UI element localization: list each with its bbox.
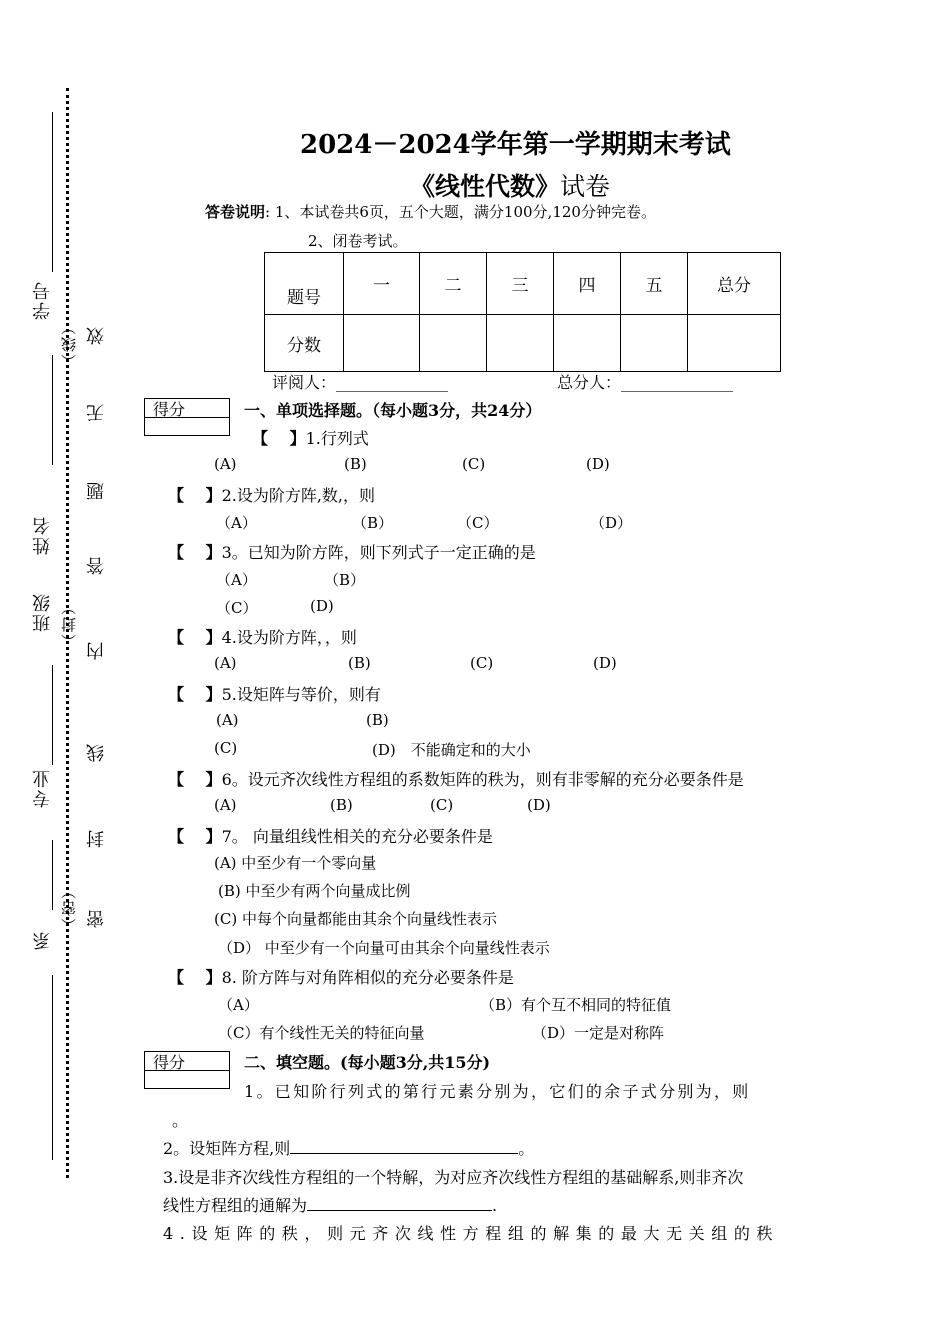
- score-cell-total: 总分: [688, 253, 781, 315]
- question-4: 【 】4.设为阶方阵，，则: [168, 628, 357, 647]
- fill-3-answer-blank[interactable]: [307, 1194, 492, 1211]
- q5-opt-b: (B): [366, 711, 389, 729]
- exam-subtitle: [410, 167, 610, 203]
- q7-opt-b: (B) 中至少有两个向量成比例: [218, 882, 411, 900]
- q2-opt-c: （C）: [457, 514, 499, 532]
- course-name: 《线性代数》: [410, 172, 561, 201]
- q8-opt-a: （A）: [218, 996, 259, 1014]
- score-value-3[interactable]: [487, 315, 554, 372]
- answer-bracket-1[interactable]: 【 】: [252, 429, 306, 448]
- fill-3-line-1: 3.设是非齐次线性方程组的一个特解，为对应齐次线性方程组的基础解系,则非齐次: [163, 1168, 744, 1187]
- question-6: 【 】6。设元齐次线性方程组的系数矩阵的秩为，则有非零解的充分必要条件是: [168, 770, 744, 789]
- score-table-header-row: [265, 253, 781, 315]
- q1-opt-d: (D): [586, 455, 610, 473]
- q4-opt-b: (B): [348, 654, 371, 672]
- q3-opt-b: （B）: [324, 571, 366, 589]
- score-cell-3: 三: [487, 253, 554, 315]
- q7-opt-d: （D） 中至少有一个向量可由其余个向量线性表示: [218, 939, 550, 957]
- fill-1: 1。已知阶行列式的第行元素分别为，它们的余子式分别为，则: [244, 1082, 751, 1101]
- answer-bracket-8[interactable]: 【 】: [168, 968, 222, 987]
- q1-opt-b: (B): [344, 455, 367, 473]
- q2-opt-a: （A）: [216, 514, 257, 532]
- fill-2-answer-blank[interactable]: [290, 1137, 518, 1154]
- binding-solid-line-2: [52, 355, 53, 465]
- section2-score-box: [144, 1051, 230, 1089]
- side-label-wu: 无: [86, 402, 107, 422]
- question-1: 【 】1.行列式: [252, 429, 369, 448]
- q4-opt-a: (A): [214, 654, 237, 672]
- side-label-feng-paren: （封）: [60, 598, 78, 649]
- side-label-nei: 内: [86, 640, 107, 660]
- side-label-xi: 系: [32, 930, 53, 950]
- total-scorer-label: 总分人：: [557, 373, 622, 392]
- q3-opt-a: （A）: [216, 571, 257, 589]
- score-cell-5: 五: [621, 253, 688, 315]
- side-label-xian2: 线: [86, 742, 107, 762]
- side-label-xiao: 效: [86, 325, 107, 345]
- instructions-text-1: : 1、本试卷共6页，五个大题，满分100分,120分钟完卷。: [265, 203, 656, 221]
- score-cell-4: 四: [554, 253, 621, 315]
- question-5: 【 】5.设矩阵与等价，则有: [168, 685, 381, 704]
- fill-3-line-2: 线性方程组的通解为 .: [163, 1196, 498, 1215]
- question-7: 【 】7。 向量组线性相关的充分必要条件是: [168, 827, 493, 846]
- q5-opt-a: (A): [216, 711, 239, 729]
- binding-solid-line-5: [52, 975, 53, 1160]
- side-label-da: 答: [86, 555, 107, 575]
- question-2: 【 】2.设为阶方阵,数,，则: [168, 486, 376, 505]
- instructions-line-1: [205, 201, 656, 222]
- score-cell-1: 一: [344, 253, 420, 315]
- score-table-value-row: [265, 315, 781, 372]
- q6-opt-d: (D): [527, 796, 551, 814]
- side-label-mi-paren: （密）: [60, 882, 78, 933]
- score-value-total[interactable]: [688, 315, 781, 372]
- q7-opt-a: (A) 中至少有一个零向量: [214, 854, 377, 872]
- score-value-2[interactable]: [420, 315, 487, 372]
- binding-solid-line-4: [52, 840, 53, 910]
- side-label-zhuanye: 专业: [32, 768, 53, 808]
- question-8: 【 】8. 阶方阵与对角阵相似的充分必要条件是: [168, 968, 514, 987]
- q6-opt-c: (C): [430, 796, 454, 814]
- q8-opt-d: （D）一定是对称阵: [532, 1024, 665, 1042]
- side-label-xingming: 姓名: [32, 515, 53, 555]
- q1-opt-a: (A): [214, 455, 237, 473]
- q2-opt-d: （D）: [590, 514, 633, 532]
- q8-opt-b: （B）有个互不相同的特征值: [480, 996, 672, 1014]
- reviewer-label: 评阅人：: [272, 373, 337, 392]
- q2-opt-b: （B）: [352, 514, 394, 532]
- q5-opt-c: (C): [214, 739, 238, 757]
- subtitle-suffix: 试卷: [560, 172, 611, 201]
- fill-2: 2。设矩阵方程,则 。: [163, 1139, 535, 1158]
- q6-opt-b: (B): [330, 796, 353, 814]
- score-value-5[interactable]: [621, 315, 688, 372]
- section1-title: 一、单项选择题。（每小题3分，共24分）: [244, 401, 542, 420]
- instructions-label: 答卷说明: [205, 203, 266, 221]
- answer-bracket-2[interactable]: 【 】: [168, 486, 222, 505]
- reviewer-blank: ______________: [336, 373, 449, 392]
- side-label-xian: （线）: [60, 318, 78, 369]
- binding-solid-line-3: [52, 665, 53, 765]
- exam-title: 2024－2024学年第一学期期末考试: [300, 130, 731, 160]
- score-value-1[interactable]: [344, 315, 420, 372]
- q4-opt-c: (C): [470, 654, 494, 672]
- fill-1-end: 。: [172, 1111, 189, 1130]
- answer-bracket-4[interactable]: 【 】: [168, 628, 222, 647]
- side-label-banji: 班级: [32, 592, 53, 632]
- q8-opt-c: （C）有个线性无关的特征向量: [218, 1024, 425, 1042]
- score-box-label: 得分: [153, 400, 186, 419]
- fill-4: 4.设矩阵的秩，则元齐次线性方程组的解集的最大无关组的秩: [163, 1224, 780, 1243]
- answer-bracket-6[interactable]: 【 】: [168, 770, 222, 789]
- binding-solid-line-top: [52, 112, 53, 272]
- score-box-label-2: 得分: [153, 1053, 186, 1072]
- side-label-feng2: 封: [86, 828, 107, 848]
- q7-opt-c: (C) 中每个向量都能由其余个向量线性表示: [214, 910, 497, 928]
- side-label-ti: 题: [86, 480, 107, 500]
- answer-bracket-3[interactable]: 【 】: [168, 543, 222, 562]
- total-scorer-blank: ______________: [621, 373, 734, 392]
- side-label-xuehao: 学号: [32, 280, 53, 320]
- instructions-line-2: 2、闭卷考试。: [308, 232, 408, 250]
- q6-opt-a: (A): [214, 796, 237, 814]
- total-scorer-line: [557, 370, 733, 393]
- q4-opt-d: (D): [593, 654, 617, 672]
- q1-opt-c: (C): [462, 455, 486, 473]
- answer-bracket-7[interactable]: 【 】: [168, 827, 222, 846]
- score-table: [264, 252, 781, 372]
- score-cell-2: 二: [420, 253, 487, 315]
- answer-bracket-5[interactable]: 【 】: [168, 685, 222, 704]
- section1-score-box: [144, 398, 230, 436]
- side-label-mi: 密: [86, 908, 107, 928]
- section2-title: 二、填空题。(每小题3分,共15分): [244, 1053, 491, 1072]
- q3-opt-c: （C）: [216, 599, 258, 617]
- score-value-4[interactable]: [554, 315, 621, 372]
- reviewer-line: [272, 370, 448, 393]
- question-3: 【 】3。已知为阶方阵，则下列式子一定正确的是: [168, 543, 536, 562]
- score-row-label: 分数: [265, 315, 344, 372]
- score-cell-label: 题号: [265, 253, 344, 315]
- q5-opt-d: (D) 不能确定和的大小: [372, 741, 531, 759]
- q3-opt-d: (D): [310, 597, 334, 615]
